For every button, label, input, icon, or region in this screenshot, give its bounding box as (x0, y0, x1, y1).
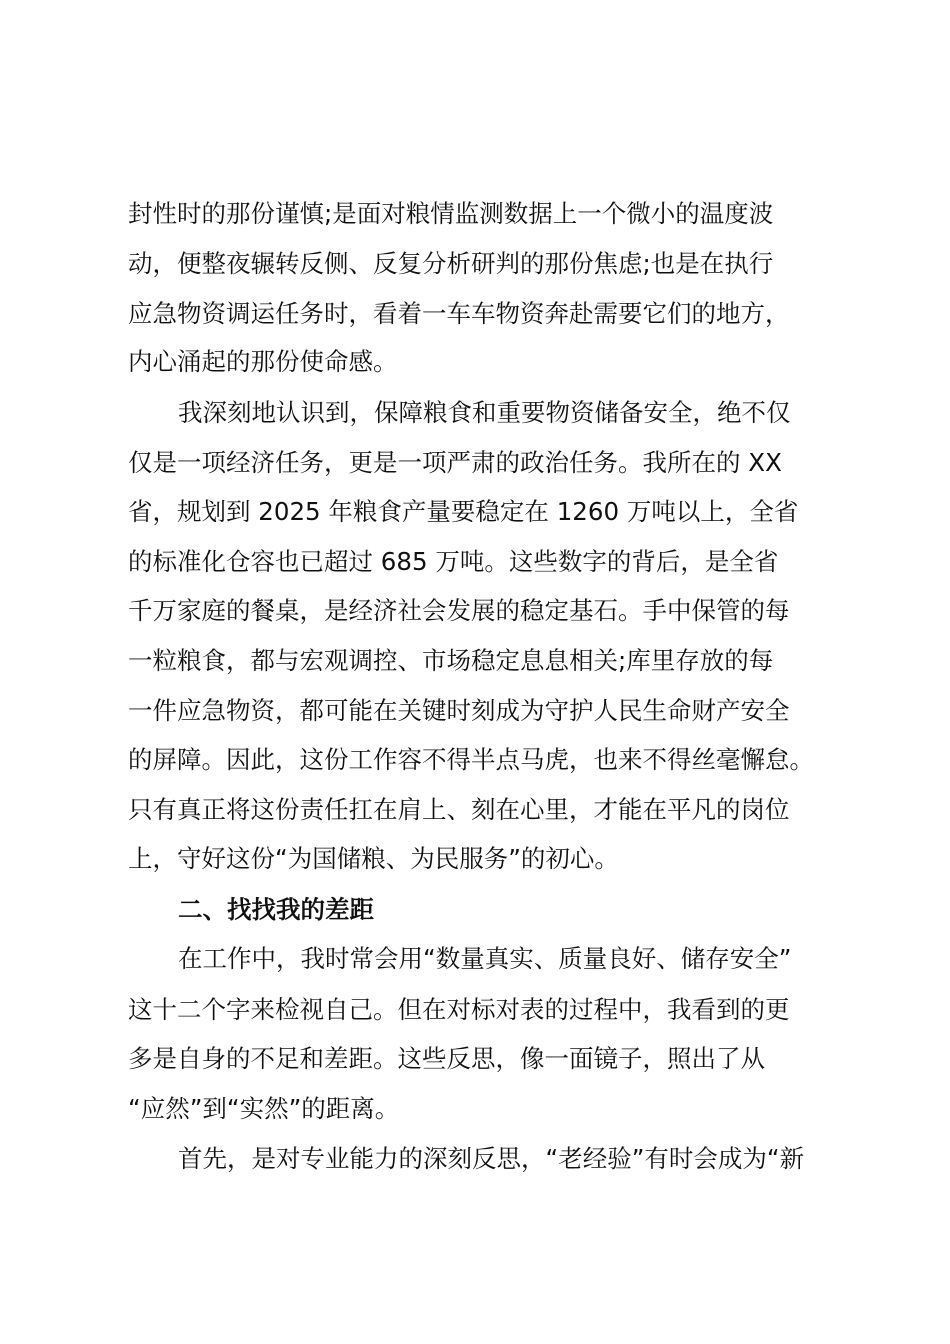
text-line: 应急物资调运任务时，看着一车车物资奔赴需要它们的地方， (128, 299, 790, 328)
text-line: 的标准化仓容也已超过 685 万吨。这些数字的背后，是全省 (128, 547, 779, 576)
text-line: “应然”到“实然”的距离。 (128, 1094, 400, 1123)
text-line: 上，守好这份“为国储粮、为民服务”的初心。 (128, 844, 619, 873)
text-line: 仅是一项经济任务，更是一项严肃的政治任务。我所在的 XX (128, 448, 782, 477)
paragraph-first-line: 在工作中，我时常会用“数量真实、质量良好、储存安全” (178, 944, 792, 973)
text-line: 一件应急物资，都可能在关键时刻成为守护人民生命财产安全 (128, 696, 790, 725)
text-line: 一粒粮食，都与宏观调控、市场稳定息息相关;库里存放的每 (128, 646, 774, 675)
paragraph-first-line: 首先，是对专业能力的深刻反思，“老经验”有时会成为“新 (178, 1144, 805, 1173)
text-line: 省，规划到 2025 年粮食产量要稳定在 1260 万吨以上，全省 (128, 497, 799, 526)
text-line: 封性时的那份谨慎;是面对粮情监测数据上一个微小的温度波 (128, 199, 774, 228)
text-line: 只有真正将这份责任扛在肩上、刻在心里，才能在平凡的岗位 (128, 795, 790, 824)
paragraph-first-line: 我深刻地认识到，保障粮食和重要物资储备安全，绝不仅 (178, 398, 791, 427)
text-line: 的屏障。因此，这份工作容不得半点马虎，也来不得丝毫懈怠。 (128, 745, 814, 774)
text-line: 千万家庭的餐桌，是经济社会发展的稳定基石。手中保管的每 (128, 596, 790, 625)
text-line: 这十二个字来检视自己。但在对标对表的过程中，我看到的更 (128, 995, 790, 1024)
text-line: 内心涌起的那份使命感。 (128, 347, 398, 376)
text-line: 多是自身的不足和差距。这些反思，像一面镜子，照出了从 (128, 1044, 765, 1073)
section-heading: 二、找找我的差距 (178, 895, 374, 924)
text-line: 动，便整夜辗转反侧、反复分析研判的那份焦虑;也是在执行 (128, 249, 774, 278)
